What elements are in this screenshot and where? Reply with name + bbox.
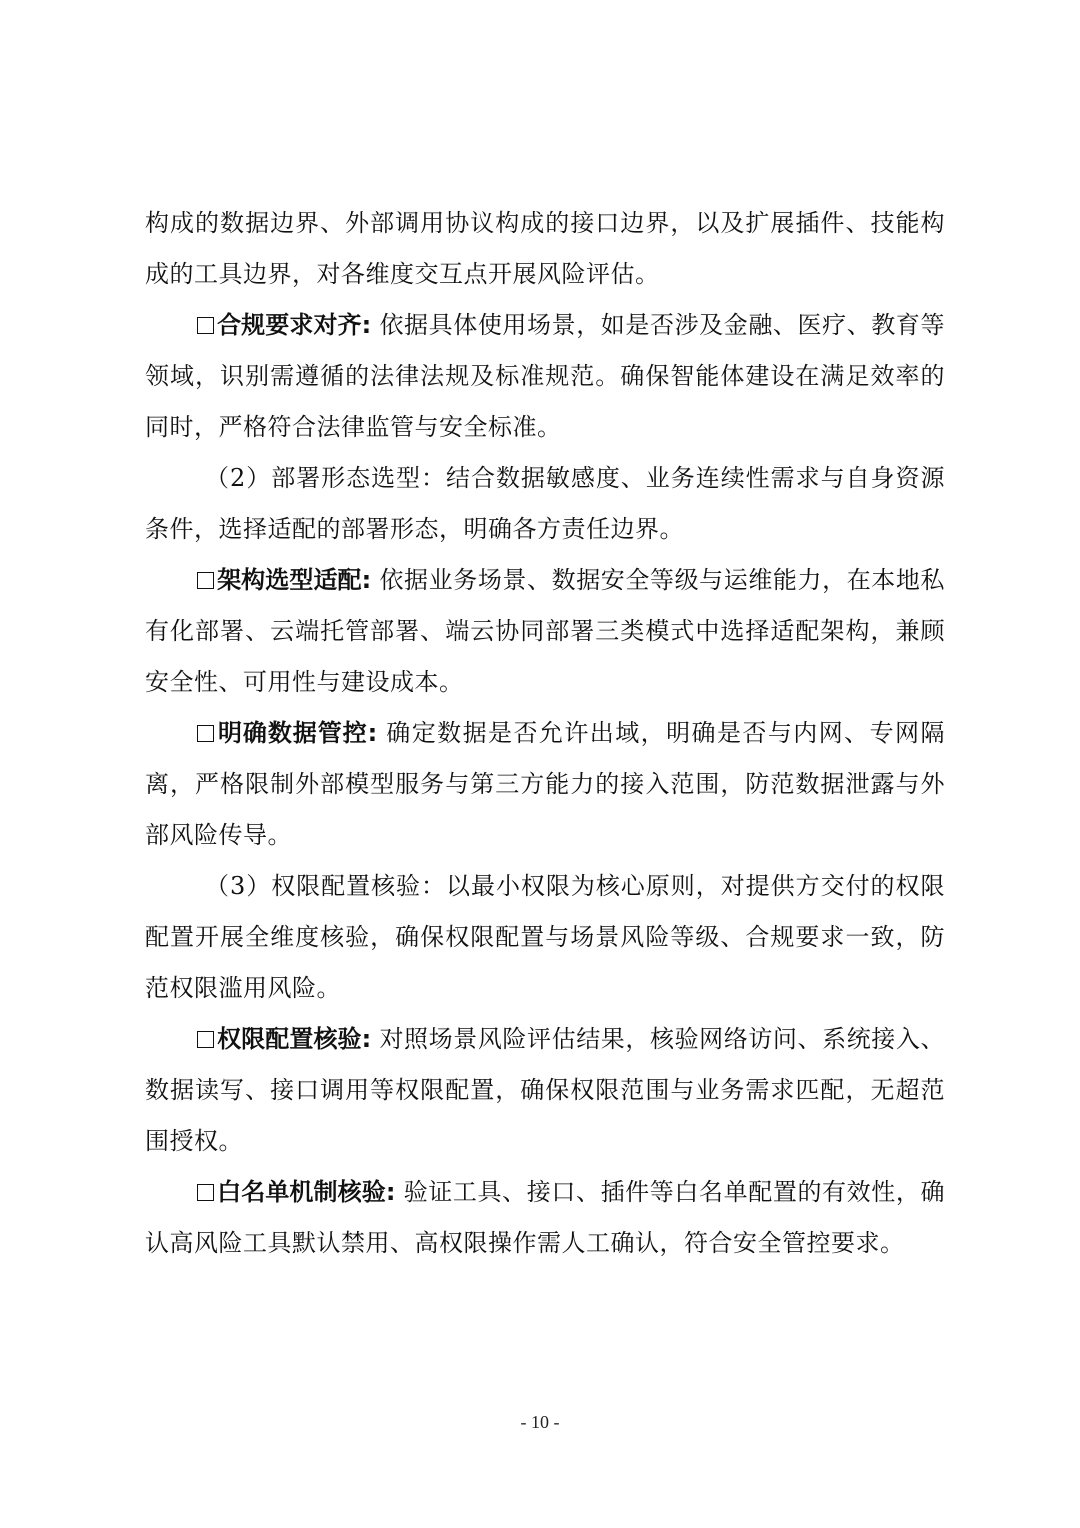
paragraph-interaction-boundaries [145,198,945,300]
checkbox-icon [197,317,214,334]
page-number: - 10 - [520,1412,560,1432]
paragraph-deployment-selection [145,453,945,555]
paragraph-heading: 合规要求对齐: [217,311,372,339]
paragraph-heading: 白名单机制核验: [217,1178,396,1206]
body-text [145,198,945,1269]
checkbox-icon [197,1031,214,1048]
paragraph-body: 依据具体使用场景，如是否涉及金融、医疗、教育等领域，识别需遵循的法律法规及标准规范。确保智能体建设在满足效率的同时，严格符合法律监管与安全标准。 [145,311,945,441]
paragraph-architecture-selection [145,555,945,708]
paragraph-heading: 明确数据管控: [217,719,378,747]
paragraph-data-control [145,708,945,861]
paragraph-body: 对照场景风险评估结果，核验网络访问、系统接入、数据读写、接口调用等权限配置，确保权限范围与业务需求匹配，无超范围授权。 [145,1025,945,1155]
paragraph-heading: 架构选型适配: [217,566,372,594]
paragraph-body: 依据业务场景、数据安全等级与运维能力，在本地私有化部署、云端托管部署、端云协同部署三类模式中选择适配架构，兼顾安全性、可用性与建设成本。 [145,566,945,696]
paragraph-whitelist-verification [145,1167,945,1269]
paragraph-heading: 权限配置核验: [217,1025,372,1053]
paragraph-body: 确定数据是否允许出域，明确是否与内网、专网隔离，严格限制外部模型服务与第三方能力的接入范围，防范数据泄露与外部风险传导。 [145,719,945,849]
paragraph-body: （2）部署形态选型：结合数据敏感度、业务连续性需求与自身资源条件，选择适配的部署形态，明确各方责任边界。 [145,464,945,543]
paragraph-body: 验证工具、接口、插件等白名单配置的有效性，确认高风险工具默认禁用、高权限操作需人工确认，符合安全管控要求。 [145,1178,945,1257]
paragraph-permission-verification-intro [145,861,945,1014]
checkbox-icon [197,572,214,589]
paragraph-compliance-alignment [145,300,945,453]
paragraph-permission-verification [145,1014,945,1167]
paragraph-body: 构成的数据边界、外部调用协议构成的接口边界，以及扩展插件、技能构成的工具边界，对各维度交互点开展风险评估。 [145,209,945,288]
checkbox-icon [197,725,214,742]
checkbox-icon [197,1184,214,1201]
paragraph-body: （3）权限配置核验：以最小权限为核心原则，对提供方交付的权限配置开展全维度核验，确保权限配置与场景风险等级、合规要求一致，防范权限滥用风险。 [145,872,945,1002]
